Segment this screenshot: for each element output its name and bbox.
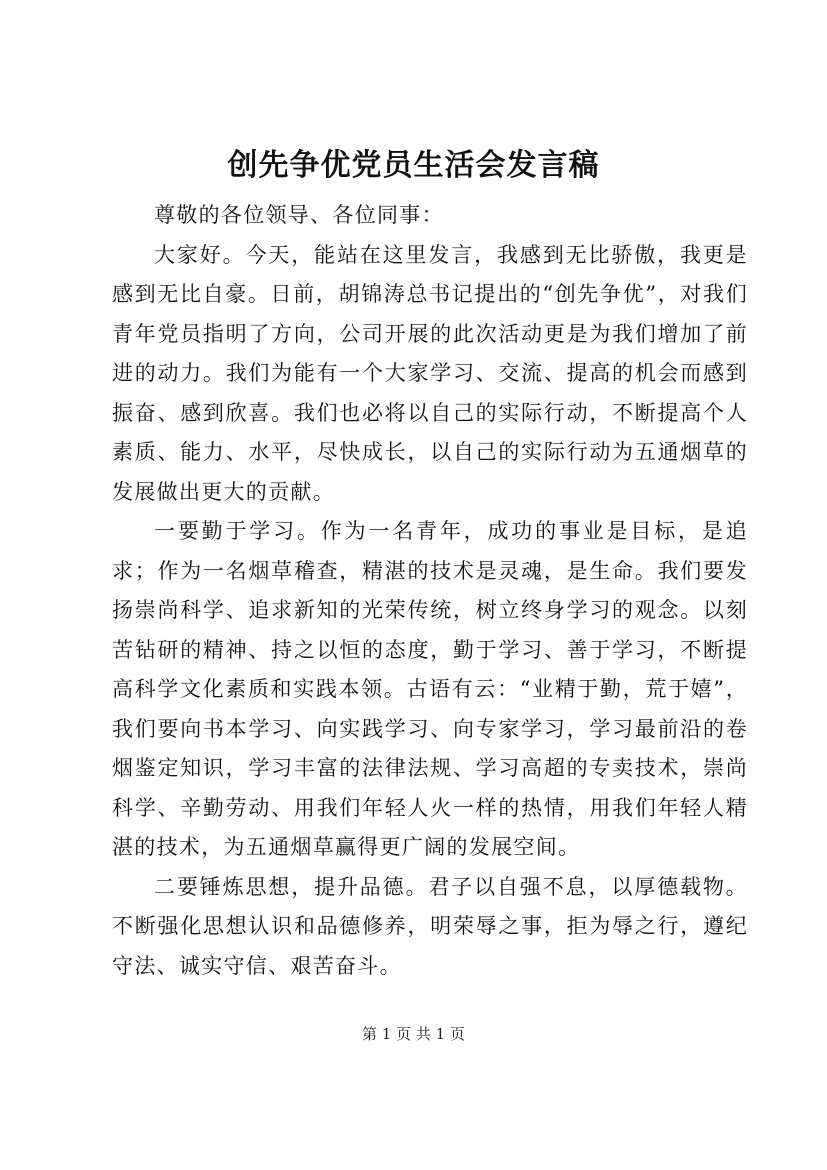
body-paragraph: 二要锤炼思想，提升品德。君子以自强不息，以厚德载物。不断强化思想认识和品德修养，明荣辱之事，拒为辱之行，遵纪守法、诚实守信、艰苦奋斗。 — [112, 874, 748, 978]
body-paragraph: 大家好。今天，能站在这里发言，我感到无比骄傲，我更是感到无比自豪。日前，胡锦涛总书记提出的“创先争优”，对我们青年党员指明了方向，公司开展的此次活动更是为我们增加了前进的动力。我们为能有一个大家学习、交流、提高的机会而感到振奋、感到欣喜。我们也必将以自己的实际行动，不断提高个人素质、能力、水平，尽快成长，以自己的实际行动为五通烟草的发展做出更大的贡献。 — [112, 242, 748, 504]
body-paragraph: 一要勤于学习。作为一名青年，成功的事业是目标，是追求；作为一名烟草稽查，精湛的技术是灵魂，是生命。我们要发扬崇尚科学、追求新知的光荣传统，树立终身学习的观念。以刻苦钻研的精神、持之以恒的态度，勤于学习、善于学习，不断提高科学文化素质和实践本领。古语有云：“业精于勤，荒于嬉”，我们要向书本学习、向实践学习、向专家学习，学习最前沿的卷烟鉴定知识，学习丰富的法律法规、学习高超的专卖技术，崇尚科学、辛勤劳动、用我们年轻人火一样的热情，用我们年轻人精湛的技术，为五通烟草赢得更广阔的发展空间。 — [112, 519, 748, 859]
document-title: 创先争优党员生活会发言稿 — [227, 148, 600, 183]
document-body — [112, 196, 748, 986]
greeting-paragraph: 尊敬的各位领导、各位同事： — [154, 203, 444, 227]
page-number-footer: 第 1 页 共 1 页 — [362, 1025, 465, 1043]
